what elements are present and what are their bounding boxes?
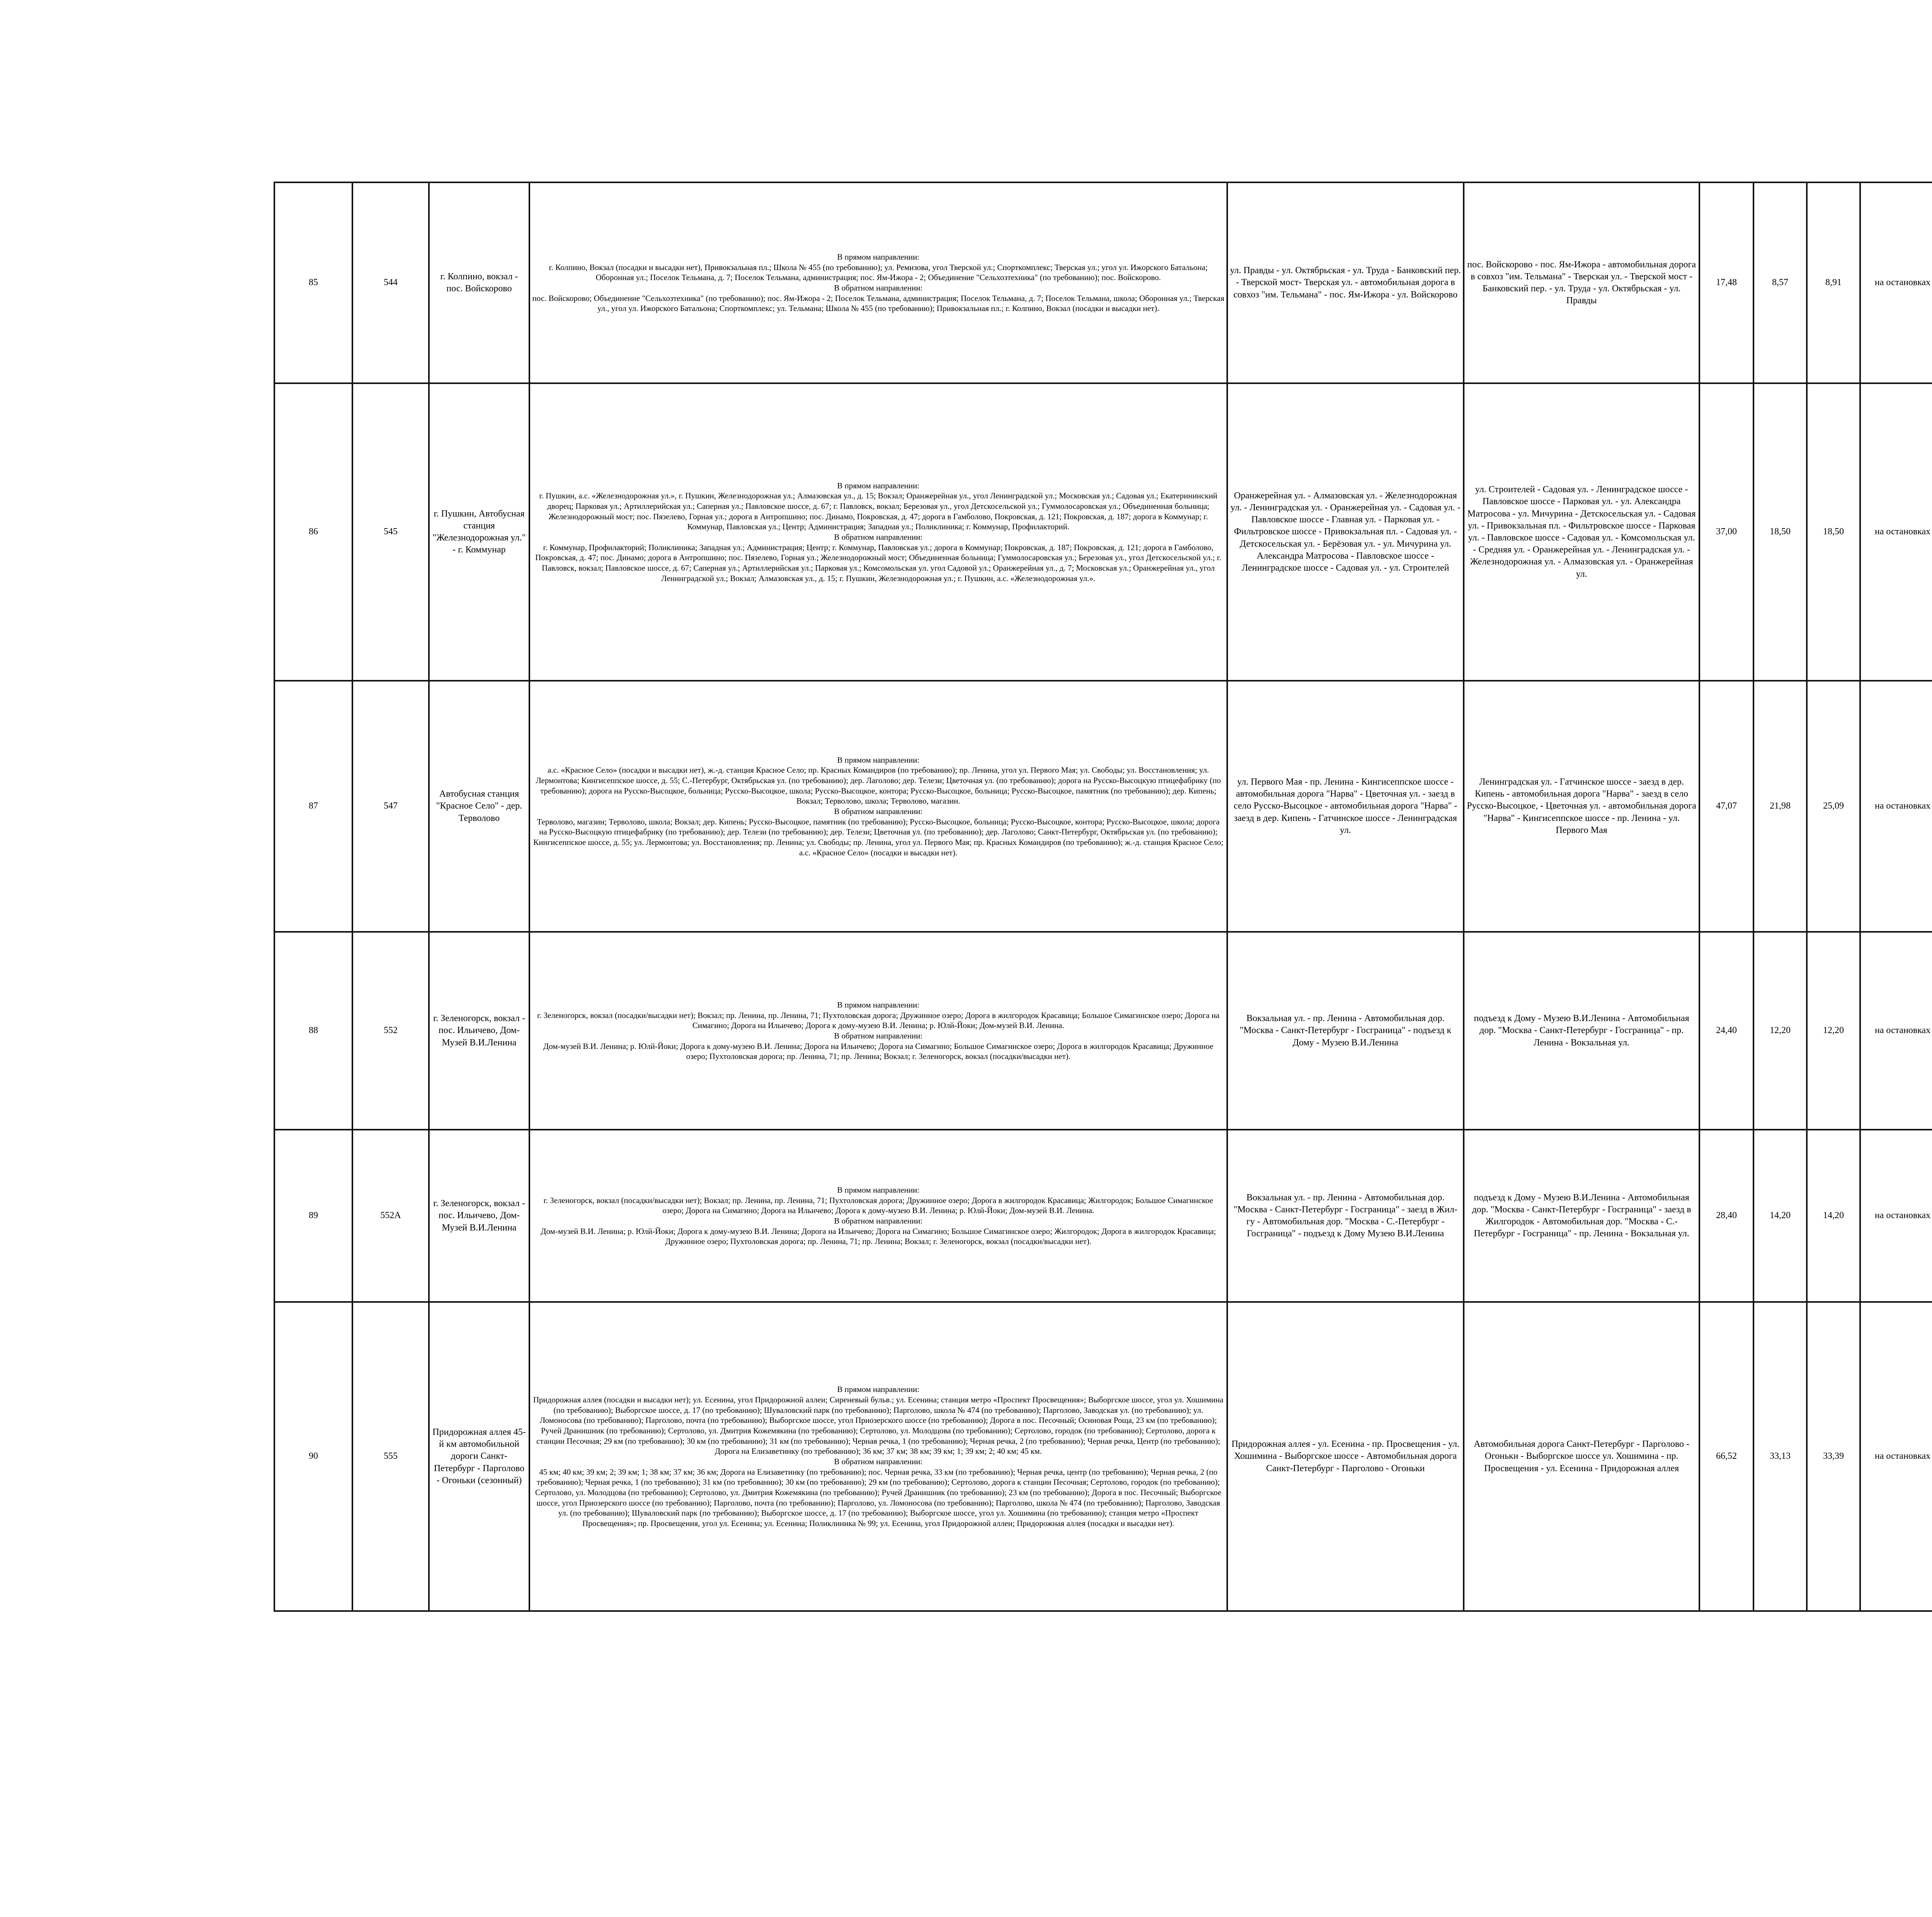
- route-name-cell: г. Зеленогорск, вокзал - пос. Ильичево, Дом-Музей В.И.Ленина: [429, 932, 529, 1130]
- length-forward-cell: 12,20: [1753, 932, 1807, 1130]
- streets-forward-cell: Придорожная аллея - ул. Есенина - пр. Просвещения - ул. Хошимина - Выборгское шоссе - Автомобильная дорога Санкт-Петербург - Парголово - Огоньки: [1227, 1302, 1464, 1611]
- table-row: [274, 932, 1932, 1130]
- row-number-cell: 86: [274, 383, 352, 681]
- length-total-cell: 47,07: [1699, 681, 1753, 932]
- route-number-cell: 547: [352, 681, 429, 932]
- route-stops-cell: В прямом направлении: г. Зеленогорск, вокзал (посадки/высадки нет); Вокзал; пр. Ленина, пр. Ленина, 71; Пухтоловская дорога; Дружинное озеро; Дорога в жилгородок Красавица; Жилгородок; Большое Симагинское озеро; Дорога на Симагино; Дорога на Ильичево; Дорога к дому-музею В.И. Ленина; р. Юлй-Йоки; Дом-музей В.И. Ленина. В обратном направлении: Дом-музей В.И. Ленина; р. Юлй-Йоки; Дорога к дому-музею В.И. Ленина; Дорога на Ильичево; Дорога на Симагино; Большое Симагинское озеро; Жилгородок; Дорога в жилгородок Красавица; Дружинное озеро; Пухтоловская дорога; пр. Ленина, 71; пр. Ленина; Вокзал; г. Зеленогорск, вокзал (посадки/высадки нет).: [529, 1130, 1227, 1302]
- table-row: [274, 1302, 1932, 1611]
- length-total-cell: 66,52: [1699, 1302, 1753, 1611]
- streets-backward-cell: подъезд к Дому - Музею В.И.Ленина - Автомобильная дор. "Москва - Санкт-Петербург - Госграница" - заезд в Жилгородок - Автомобильная дор. "Москва - С.-Петербург - Госграница" - пр. Ленина - Вокзальная ул.: [1464, 1130, 1699, 1302]
- stops-order-cell: на остановках: [1860, 383, 1932, 681]
- route-number-cell: 555: [352, 1302, 429, 1611]
- table-row: [274, 383, 1932, 681]
- length-forward-cell: 21,98: [1753, 681, 1807, 932]
- row-number-cell: 87: [274, 681, 352, 932]
- row-number-cell: 89: [274, 1130, 352, 1302]
- length-backward-cell: 14,20: [1807, 1130, 1860, 1302]
- streets-backward-cell: Автомобильная дорога Санкт-Петербург - Парголово - Огоньки - Выборгское шоссе ул. Хошимина - пр. Просвещения - ул. Есенина - Придорожная аллея: [1464, 1302, 1699, 1611]
- route-number-cell: 544: [352, 182, 429, 383]
- length-backward-cell: 33,39: [1807, 1302, 1860, 1611]
- length-forward-cell: 33,13: [1753, 1302, 1807, 1611]
- streets-forward-cell: Вокзальная ул. - пр. Ленина - Автомобильная дор. "Москва - Санкт-Петербург - Госграница" - заезд в Жил-гу - Автомобильная дор. "Москва - С.-Петербург - Госграница" - подъезд к Дому Музею В.И.Ленина: [1227, 1130, 1464, 1302]
- stops-order-cell: на остановках: [1860, 932, 1932, 1130]
- route-stops-cell: В прямом направлении: Придорожная аллея (посадки и высадки нет); ул. Есенина, угол Придорожной аллеи; Сиреневый бульв.; ул. Есенина; станция метро «Проспект Просвещения»; Выборгское шоссе, угол ул. Хошимина (по требованию); Выборгское шоссе, д. 17 (по требованию); Шуваловский парк (по требованию); Парголово, школа № 474 (по требованию); Парголово, Заводская ул. (по требованию); ул. Ломоносова (по требованию); Парголово, почта (по требованию); Выборгское шоссе, угол Приозерского шоссе (по требованию); Дорога в пос. Песочный; Осиновая Роща, 23 км (по требованию); Ручей Дранишник (по требованию); Сертолово, ул. Дмитрия Кожемякина (по требованию); Сертолово, ул. Молодцова (по требованию); Сертолово, городок (по требованию); Сертолово, дорога к станции Песочная; 29 км (по требованию); 30 км (по требованию); 31 км (по требованию); Черная речка, 1 (по требованию); Черная речка, 2 (по требованию); Черная речка, Центр (по требованию); Дорога на Елизаветинку (по требованию); 36 км; 37 км; 38 км; 39 км; 1; 39 км; 2; 40 км; 45 км. В обратном направлении: 45 км; 40 км; 39 км; 2; 39 км; 1; 38 км; 37 км; 36 км; Дорога на Елизаветинку (по требованию); пос. Черная речка, 33 км (по требованию); Черная речка, центр (по требованию); Черная речка, 2 (по требованию); Черная речка, 1 (по требованию); 31 км (по требованию); 30 км (по требованию); 29 км (по требованию); Сертолово, дорога к станции Песочная; Сертолово, городок (по требованию); Сертолово, ул. Молодцова (по требованию); Сертолово, ул. Дмитрия Кожемякина (по требованию); Ручей Дранишник (по требованию); 23 км (по требованию); Дорога в пос. Песочный; Выборгское шоссе, угол Приозерского шоссе (по требованию); Парголово, почта (по требованию); Парголово, ул. Ломоносова (по требованию); Парголово, школа № 474 (по требованию); Парголово, Заводская ул. (по требованию); Шуваловский парк (по требованию); Выборгское шоссе, д. 17 (по требованию); Выборгское шоссе, угол ул. Хошимина (по требованию); станция метро «Проспект Просвещения»; пр. Просвещения, угол ул. Есенина; ул. Есенина; Поликлиника № 99; ул. Есенина, угол Придорожной аллеи; Придорожная аллея (посадки и высадки нет).: [529, 1302, 1227, 1611]
- length-backward-cell: 18,50: [1807, 383, 1860, 681]
- route-name-cell: Придорожная аллея 45-й км автомобильной дороги Санкт-Петербург - Парголово - Огоньки (сезонный): [429, 1302, 529, 1611]
- streets-backward-cell: подъезд к Дому - Музею В.И.Ленина - Автомобильная дор. "Москва - Санкт-Петербург - Госграница" - пр. Ленина - Вокзальная ул.: [1464, 932, 1699, 1130]
- route-number-cell: 552А: [352, 1130, 429, 1302]
- route-stops-cell: В прямом направлении: г. Пушкин, а.с. «Железнодорожная ул.», г. Пушкин, Железнодорожная ул.; Алмазовская ул., д. 15; Вокзал; Оранжерейная ул., угол Ленинградской ул.; Московская ул.; Садовая ул.; Екатерининский дворец; Парковая ул.; Артиллерийская ул.; Саперная ул.; Павловское шоссе, д. 67; г. Павловск, вокзал; Березовая ул., угол Детскосельской ул.; Гуммолосаровская ул.; Объединенная больница; Железнодорожный мост; пос. Пязелево, Горная ул.; дорога в Антропшино; пос. Динамо, Покровская, д. 47; дорога в Гамболово, Покровская, д. 121; Покровская, д. 187; дорога в Коммунар; г. Коммунар, Павловская ул.; Центр; Администрация; Западная ул.; Поликлиника; г. Коммунар, Профилакторий. В обратном направлении: г. Коммунар, Профилакторий; Поликлиника; Западная ул.; Администрация; Центр; г. Коммунар, Павловская ул.; дорога в Коммунар; Покровская, д. 187; Покровская, д. 121; дорога в Гамболово, Покровская, д. 47; пос. Динамо; дорога в Антропшино; пос. Пязелево, Горная ул.; Железнодорожный мост; Объединенная больница; Гуммолосаровская ул.; Березовая ул., угол Детскосельской ул.; г. Павловск, вокзал; Павловское шоссе, д. 67; Саперная ул.; Артиллерийская ул.; Парковая ул.; Комсомольская ул. угол Садовой ул.; Оранжерейная ул., д. 7; Московская ул.; Оранжерейная ул., угол Ленинградской ул.; Вокзал; Алмазовская ул., д. 15; г. Пушкин, Железнодорожная ул.; г. Пушкин, а.с. «Железнодорожная ул.».: [529, 383, 1227, 681]
- route-name-cell: г. Зеленогорск, вокзал - пос. Ильичево, Дом-Музей В.И.Ленина: [429, 1130, 529, 1302]
- length-total-cell: 24,40: [1699, 932, 1753, 1130]
- route-name-cell: г. Пушкин, Автобусная станция "Железнодорожная ул." - г. Коммунар: [429, 383, 529, 681]
- route-number-cell: 545: [352, 383, 429, 681]
- streets-backward-cell: Ленинградская ул. - Гатчинское шоссе - заезд в дер. Кипень - автомобильная дорога "Нарва" - заезд в село Русско-Высоцкое, - Цветочная ул. - автомобильная дорога "Нарва" - Кингисеппское шоссе - пр. Ленина - ул. Первого Мая: [1464, 681, 1699, 932]
- table-row: [274, 1130, 1932, 1302]
- length-total-cell: 28,40: [1699, 1130, 1753, 1302]
- row-number-cell: 90: [274, 1302, 352, 1611]
- length-backward-cell: 12,20: [1807, 932, 1860, 1130]
- stops-order-cell: на остановках: [1860, 1130, 1932, 1302]
- streets-backward-cell: ул. Строителей - Садовая ул. - Ленинградское шоссе - Павловское шоссе - Парковая ул. - ул. Александра Матросова - ул. Мичурина - Детскосельская ул. - Садовая ул. - Привокзальная пл. - Фильтровское шоссе - Парковая ул. - Павловское шоссе - Садовая ул. - Комсомольская ул. - Средняя ул. - Оранжерейная ул. - Ленинградская ул. - Железнодорожная ул. - Алмазовская ул. - Оранжерейная ул.: [1464, 383, 1699, 681]
- streets-backward-cell: пос. Войскорово - пос. Ям-Ижора - автомобильная дорога в совхоз "им. Тельмана" - Тверская ул. - Тверской мост - Банковский пер. - ул. Труда - ул. Октябрьская - ул. Правды: [1464, 182, 1699, 383]
- length-forward-cell: 14,20: [1753, 1130, 1807, 1302]
- route-stops-cell: В прямом направлении: г. Колпино, Вокзал (посадки и высадки нет), Привокзальная пл.; Школа № 455 (по требованию); ул. Ремизова, угол Тверской ул.; Спорткомплекс; Тверская ул.; угол ул. Ижорского Батальона; Оборонная ул.; Поселок Тельмана, д. 7; Поселок Тельмана, администрация; пос. Ям-Ижора - 2; Объединение "Сельхозтехника" (по требованию); пос. Войскорово. В обратном направлении: пос. Войскорово; Объединение "Сельхозтехника" (по требованию); пос. Ям-Ижора - 2; Поселок Тельмана, администрация; Поселок Тельмана, д. 7; Поселок Тельмана, школа; Оборонная ул.; Тверская ул., угол ул. Ижорского Батальона; Спорткомплекс; ул. Тельмана; Школа № 455 (по требованию); Привокзальная пл.; г. Колпино, Вокзал (посадки и высадки нет).: [529, 182, 1227, 383]
- length-backward-cell: 8,91: [1807, 182, 1860, 383]
- length-forward-cell: 8,57: [1753, 182, 1807, 383]
- length-total-cell: 17,48: [1699, 182, 1753, 383]
- row-number-cell: 88: [274, 932, 352, 1130]
- row-number-cell: 85: [274, 182, 352, 383]
- route-number-cell: 552: [352, 932, 429, 1130]
- streets-forward-cell: ул. Правды - ул. Октябрьская - ул. Труда - Банковский пер. - Тверской мост- Тверская ул. - автомобильная дорога в совхоз "им. Тельмана" - пос. Ям-Ижора - ул. Войскорово: [1227, 182, 1464, 383]
- streets-forward-cell: Вокзальная ул. - пр. Ленина - Автомобильная дор. "Москва - Санкт-Петербург - Госграница" - подъезд к Дому - Музею В.И.Ленина: [1227, 932, 1464, 1130]
- route-name-cell: г. Колпино, вокзал - пос. Войскорово: [429, 182, 529, 383]
- table-row: [274, 681, 1932, 932]
- stops-order-cell: на остановках: [1860, 681, 1932, 932]
- table-body: [274, 182, 1932, 1611]
- length-backward-cell: 25,09: [1807, 681, 1860, 932]
- table-row: [274, 182, 1932, 383]
- length-forward-cell: 18,50: [1753, 383, 1807, 681]
- streets-forward-cell: Оранжерейная ул. - Алмазовская ул. - Железнодорожная ул. - Ленинградская ул. - Оранжерейная ул. - Садовая ул. - Павловское шоссе - Главная ул. - Парковая ул. - Фильтровское шоссе - Привокзальная пл. - Садовая ул. - Детскосельская ул. - Берёзовая ул. - ул. Мичурина ул. Александра Матросова - Павловское шоссе - Ленинградское шоссе - Садовая ул. - ул. Строителей: [1227, 383, 1464, 681]
- stops-order-cell: на остановках: [1860, 182, 1932, 383]
- routes-registry-table: [274, 182, 1932, 1612]
- route-name-cell: Автобусная станция "Красное Село" - дер. Терволово: [429, 681, 529, 932]
- route-stops-cell: В прямом направлении: а.с. «Красное Село» (посадки и высадки нет), ж.-д. станция Красное Село; пр. Красных Командиров (по требованию); пр. Ленина, угол ул. Первого Мая; ул. Свободы; ул. Восстановления; ул. Лермонтова; Кингисеппское шоссе, д. 55; С.-Петербург, Октябрьская ул. (по требованию); дер. Лаголово; дер. Телези; Цветочная ул. (по требованию); дорога на Русско-Высоцкую птицефабрику (по требованию); дорога на Русско-Высоцкое, больница; Русско-Высоцкое, школа; Русско-Высоцкое, контора; Русско-Высоцкое, больница; Русско-Высоцкое, памятник (по требованию); дер. Кипень; Вокзал; Терволово, школа; Терволово, магазин. В обратном направлении: Терволово, магазин; Терволово, школа; Вокзал; дер. Кипень; Русско-Высоцкое, памятник (по требованию); Русско-Высоцкое, больница; Русско-Высоцкое, контора; Русско-Высоцкое, школа; дорога на Русско-Высоцкую птицефабрику (по требованию); дер. Телези (по требованию); дер. Телези; Цветочная ул. (по требованию); дер. Лаголово; Санкт-Петербург, Октябрьская ул. (по требованию); Кингисеппское шоссе, д. 55; ул. Лермонтова; ул. Восстановления; пр. Ленина; ул. Свободы; пр. Ленина, угол ул. Первого Мая; пр. Красных Командиров (по требованию); ж.-д. станция Красное Село; а.с. «Красное Село» (посадки и высадки нет).: [529, 681, 1227, 932]
- streets-forward-cell: ул. Первого Мая - пр. Ленина - Кингисеппское шоссе - автомобильная дорога "Нарва" - Цветочная ул. - заезд в село Русско-Высоцкое - автомобильная дорога "Нарва" - заезд в дер. Кипень - Гатчинское шоссе - Ленинградская ул.: [1227, 681, 1464, 932]
- stops-order-cell: на остановках: [1860, 1302, 1932, 1611]
- length-total-cell: 37,00: [1699, 383, 1753, 681]
- route-stops-cell: В прямом направлении: г. Зеленогорск, вокзал (посадки/высадки нет); Вокзал; пр. Ленина, пр. Ленина, 71; Пухтоловская дорога; Дружинное озеро; Дорога в жилгородок Красавица; Большое Симагинское озеро; Дорога на Симагино; Дорога на Ильичево; Дорога к дому-музею В.И. Ленина; р. Юлй-Йоки; Дом-музей В.И. Ленина. В обратном направлении: Дом-музей В.И. Ленина; р. Юлй-Йоки; Дорога к дому-музею В.И. Ленина; Дорога на Ильичево; Дорога на Симагино; Большое Симагинское озеро; Дорога в жилгородок Красавица; Дружинное озеро; Пухтоловская дорога; пр. Ленина, 71; пр. Ленина; Вокзал; г. Зеленогорск, вокзал (посадки/высадки нет).: [529, 932, 1227, 1130]
